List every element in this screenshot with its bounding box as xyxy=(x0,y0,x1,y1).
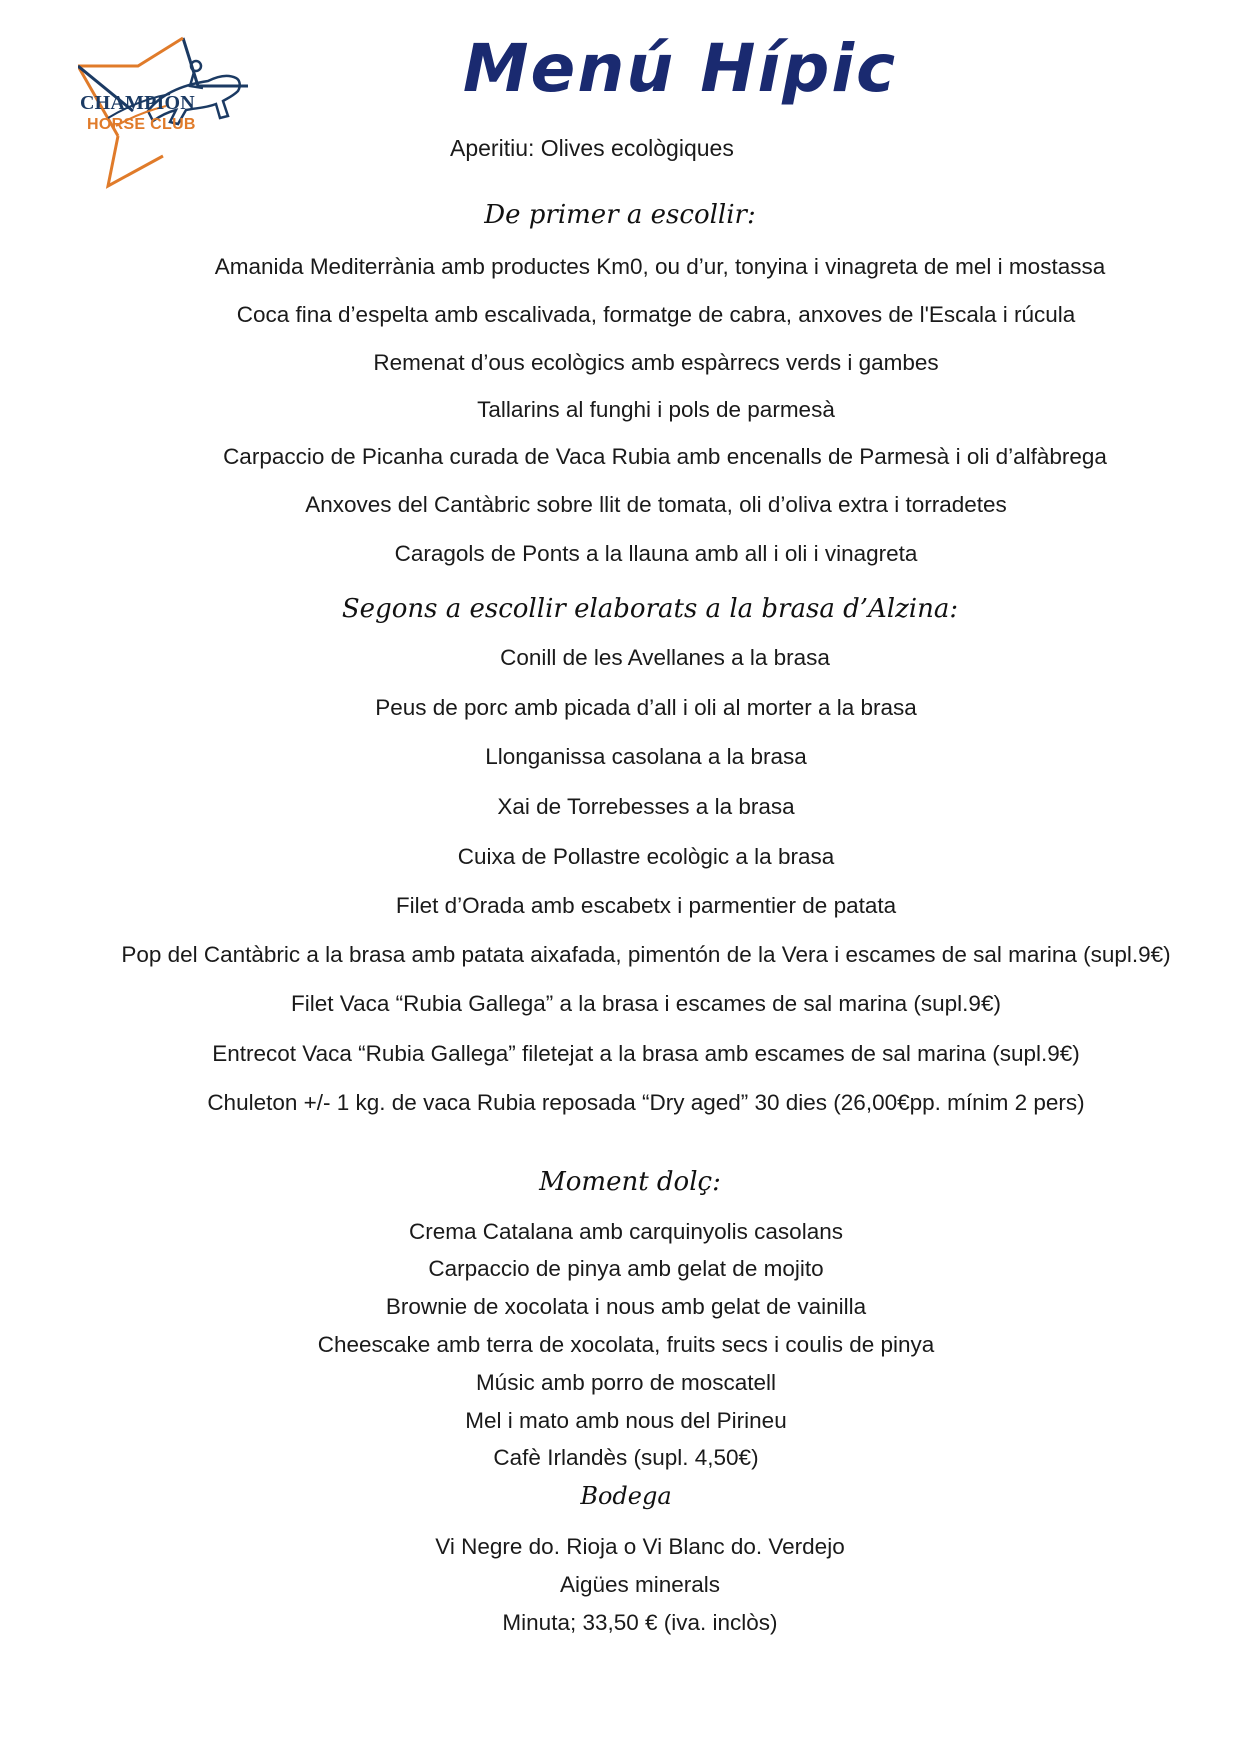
segon-item: Entrecot Vaca “Rubia Gallega” filetejat a la brasa amb escames de sal marina (supl.9€) xyxy=(212,1041,1080,1066)
postres-heading: Moment dolç: xyxy=(539,1167,721,1197)
postre-item: Músic amb porro de moscatell xyxy=(475,1370,777,1395)
bodega-item: Aigües minerals xyxy=(559,1572,721,1597)
segon-item: Peus de porc amb picada d’all i oli al morter a la brasa xyxy=(375,695,917,720)
primer-item: Caragols de Ponts a la llauna amb all i oli i vinagreta xyxy=(394,541,918,566)
primers-heading: De primer a escollir: xyxy=(484,200,756,230)
segon-item: Xai de Torrebesses a la brasa xyxy=(497,794,795,819)
segon-item: Llonganissa casolana a la brasa xyxy=(485,744,807,769)
primer-item: Tallarins al funghi i pols de parmesà xyxy=(477,397,835,422)
page-title: Menú Hípic xyxy=(462,30,898,107)
segon-item: Filet Vaca “Rubia Gallega” a la brasa i escames de sal marina (supl.9€) xyxy=(291,991,1001,1016)
logo-wordmark-champion: CHAMPION xyxy=(80,92,195,114)
postre-item: Mel i mato amb nous del Pirineu xyxy=(465,1408,787,1433)
segon-item: Conill de les Avellanes a la brasa xyxy=(500,645,830,670)
bodega-item: Minuta; 33,50 € (iva. inclòs) xyxy=(502,1610,778,1635)
primer-item: Carpaccio de Picanha curada de Vaca Rubia amb encenalls de Parmesà i oli d’alfàbrega xyxy=(223,444,1107,469)
bodega-item: Vi Negre do. Rioja o Vi Blanc do. Verdejo xyxy=(435,1534,845,1559)
segon-item: Filet d’Orada amb escabetx i parmentier de patata xyxy=(395,893,897,918)
segon-item: Chuleton +/- 1 kg. de vaca Rubia reposada “Dry aged” 30 dies (26,00€pp. mínim 2 pers) xyxy=(207,1090,1085,1115)
bodega-heading: Bodega xyxy=(580,1482,672,1510)
segon-item: Cuixa de Pollastre ecològic a la brasa xyxy=(457,844,835,869)
postre-item: Cafè Irlandès (supl. 4,50€) xyxy=(493,1445,759,1470)
primer-item: Anxoves del Cantàbric sobre llit de tomata, oli d’oliva extra i torradetes xyxy=(305,492,1007,517)
primer-item: Coca fina d’espelta amb escalivada, formatge de cabra, anxoves de l'Escala i rúcula xyxy=(236,302,1076,327)
postre-item: Cheescake amb terra de xocolata, fruits secs i coulis de pinya xyxy=(317,1332,935,1357)
logo-wordmark-horse-club: HORSE CLUB xyxy=(87,116,196,133)
postre-item: Brownie de xocolata i nous amb gelat de vainilla xyxy=(385,1294,867,1319)
aperitiu-line: Aperitiu: Olives ecològiques xyxy=(450,135,734,161)
primer-item: Remenat d’ous ecològics amb espàrrecs verds i gambes xyxy=(373,350,939,375)
primer-item: Amanida Mediterrània amb productes Km0, ou d’ur, tonyina i vinagreta de mel i mostassa xyxy=(214,254,1106,279)
postre-item: Crema Catalana amb carquinyolis casolans xyxy=(409,1219,843,1244)
segon-item: Pop del Cantàbric a la brasa amb patata aixafada, pimentón de la Vera i escames de sal marina (supl.9€) xyxy=(121,942,1171,967)
segons-heading: Segons a escollir elaborats a la brasa d’Alzina: xyxy=(341,594,959,624)
postre-item: Carpaccio de pinya amb gelat de mojito xyxy=(428,1256,824,1281)
